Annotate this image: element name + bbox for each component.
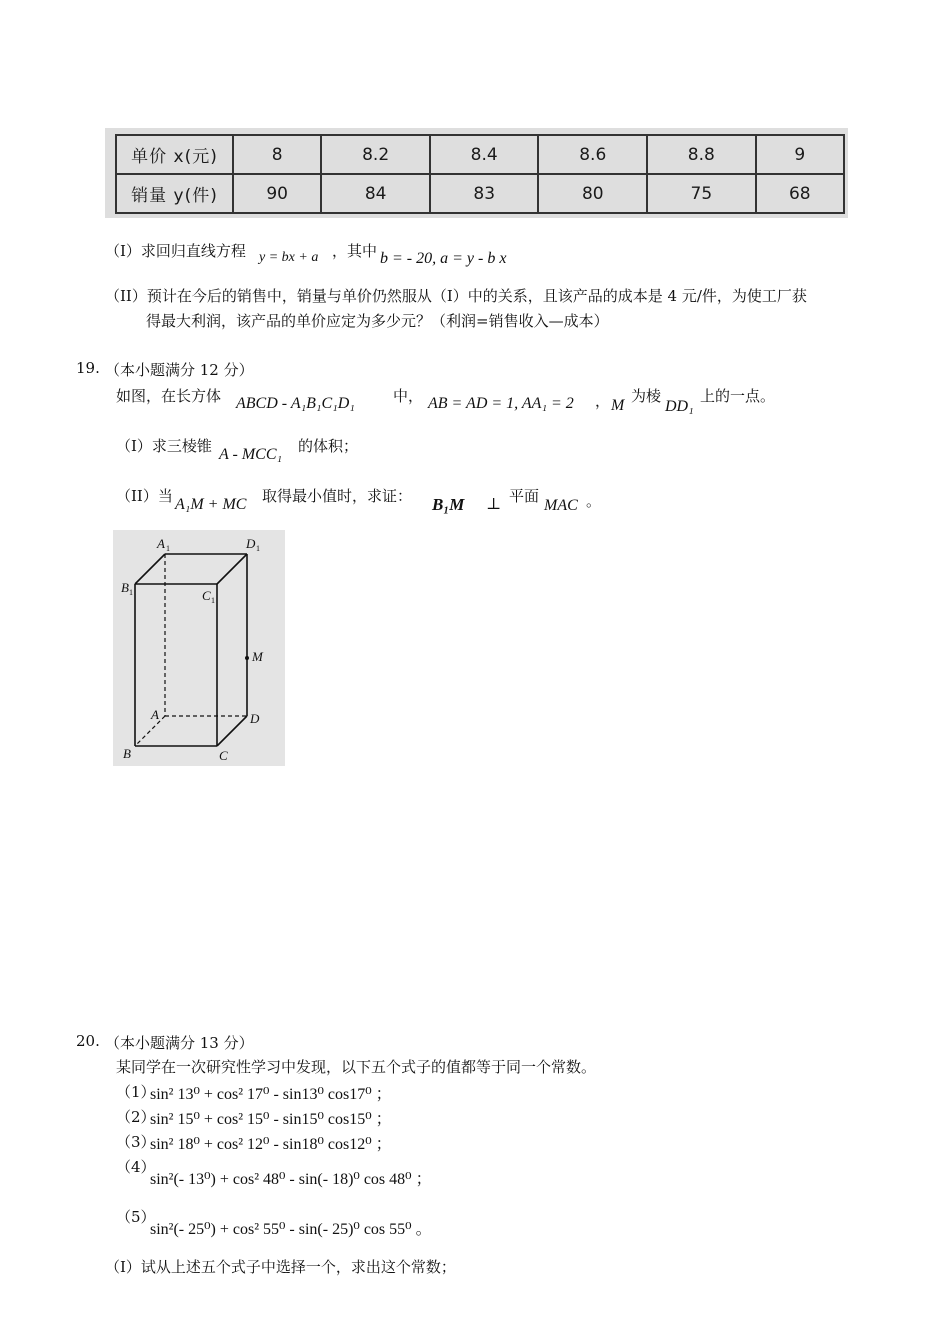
q18-part1-prefix: （I）求回归直线方程 <box>105 242 246 260</box>
q19-plane-word: 平面 <box>509 487 540 505</box>
table-cell: 90 <box>233 174 321 213</box>
q19-point-m: M <box>611 397 625 414</box>
table-cell: 83 <box>430 174 539 213</box>
label-c: C <box>219 748 228 763</box>
table-cell: 8 <box>233 135 321 174</box>
q19-part2-mid: 取得最小值时，求证： <box>262 487 413 505</box>
cuboid-figure <box>113 530 285 766</box>
q19-b1m: B₁M <box>432 495 465 514</box>
q19-number: 19. <box>76 359 100 377</box>
edge-cd <box>217 716 247 746</box>
point-m <box>245 656 249 660</box>
edge-c1d1 <box>217 554 247 584</box>
q18-part1-mid: ，其中 <box>332 242 378 260</box>
table-cell: 80 <box>538 174 647 213</box>
cuboid-diagram <box>113 530 285 766</box>
q20-item-expr: sin²(- 13⁰) + cos² 48⁰ - sin(- 18)⁰ cos 48⁰ ； <box>150 1171 432 1188</box>
label-d: D <box>250 711 260 726</box>
data-table-scan <box>105 128 848 218</box>
table-cell: 68 <box>756 174 844 213</box>
table-cell: 8.6 <box>538 135 647 174</box>
label-b: B <box>123 746 131 761</box>
table-header-sales: 销量 y(件) <box>116 174 233 213</box>
q19-part1-prefix: （I）求三棱锥 <box>116 437 212 455</box>
q20-item-label: （2） <box>116 1108 156 1126</box>
q20-item-label: （4） <box>116 1158 156 1176</box>
q19-intro-comma: ， <box>595 392 611 410</box>
table-cell: 75 <box>647 174 756 213</box>
edge-ab-hidden <box>135 716 165 746</box>
label-a1: A <box>157 536 165 551</box>
q20-item-label: （3） <box>116 1133 156 1151</box>
label-d1: D <box>246 536 256 551</box>
table-row-sales <box>116 174 844 213</box>
q19-intro-on: 为棱 <box>631 387 662 405</box>
q20-item-expr: sin²(- 25⁰) + cos² 55⁰ - sin(- 25)⁰ cos 55⁰ 。 <box>150 1221 432 1238</box>
q20-part1: （I）试从上述五个式子中选择一个，求出这个常数； <box>105 1258 456 1276</box>
q19-intro-mid: 中， <box>393 387 424 405</box>
q19-part1-end: 的体积； <box>298 437 359 455</box>
label-m: M <box>252 649 263 664</box>
label-sub: 1 <box>256 544 260 553</box>
q19-intro-end: 上的一点。 <box>700 387 776 405</box>
table-cell: 84 <box>321 174 430 213</box>
label-b1: B <box>121 580 129 595</box>
q20-item-expr: sin² 15⁰ + cos² 15⁰ - sin15⁰ cos15⁰ ； <box>150 1111 392 1128</box>
q19-perp-symbol: ⊥ <box>486 496 502 513</box>
label-sub: 1 <box>129 588 133 597</box>
q20-intro: 某同学在一次研究性学习中发现，以下五个式子的值都等于同一个常数。 <box>116 1058 597 1076</box>
q20-item-expr: sin² 13⁰ + cos² 17⁰ - sin13⁰ cos17⁰ ； <box>150 1086 392 1103</box>
q19-sum-expr: A₁M + MC <box>175 496 247 513</box>
q19-intro-prefix: 如图，在长方体 <box>116 387 222 405</box>
q19-part2-end: 。 <box>586 492 602 510</box>
q20-score: （本小题满分 13 分） <box>105 1034 254 1052</box>
table-row-price <box>116 135 844 174</box>
edge-b1a1 <box>135 554 165 584</box>
label-c1: C <box>202 588 211 603</box>
q20-number: 20. <box>76 1032 100 1050</box>
table-cell: 9 <box>756 135 844 174</box>
q19-conditions: AB = AD = 1, AA₁ = 2 <box>428 395 574 412</box>
q19-pyramid: A - MCC₁ <box>219 446 283 463</box>
label-sub: 1 <box>166 544 170 553</box>
label-sub: 1 <box>211 596 215 605</box>
table-cell: 8.2 <box>321 135 430 174</box>
table-cell: 8.4 <box>430 135 539 174</box>
q19-edge: DD₁ <box>665 398 694 415</box>
q19-cuboid-name: ABCD - A₁B₁C₁D₁ <box>236 395 355 412</box>
label-a: A <box>151 707 159 722</box>
q19-plane-mac: MAC <box>544 497 578 514</box>
q19-score: （本小题满分 12 分） <box>105 361 254 379</box>
q18-part2-line2: 得最大利润，该产品的单价应定为多少元？（利润=销售收入—成本） <box>146 312 609 330</box>
q20-item-label: （1） <box>116 1083 156 1101</box>
q20-item-expr: sin² 18⁰ + cos² 12⁰ - sin18⁰ cos12⁰ ； <box>150 1136 392 1153</box>
price-sales-table <box>115 134 845 214</box>
q20-item-label: （5） <box>116 1208 156 1226</box>
q18-regression-equation: y = bx + a <box>259 250 319 265</box>
q18-part2-line1: （II）预计在今后的销售中，销量与单价仍然服从（I）中的关系，且该产品的成本是 4 元/件，为使工厂获 <box>105 287 807 305</box>
table-header-price: 单价 x(元) <box>116 135 233 174</box>
q19-part2-prefix: （II）当 <box>116 487 173 505</box>
table-cell: 8.8 <box>647 135 756 174</box>
q18-coefficient-formula: b = - 20, a = y - b x <box>380 250 507 267</box>
